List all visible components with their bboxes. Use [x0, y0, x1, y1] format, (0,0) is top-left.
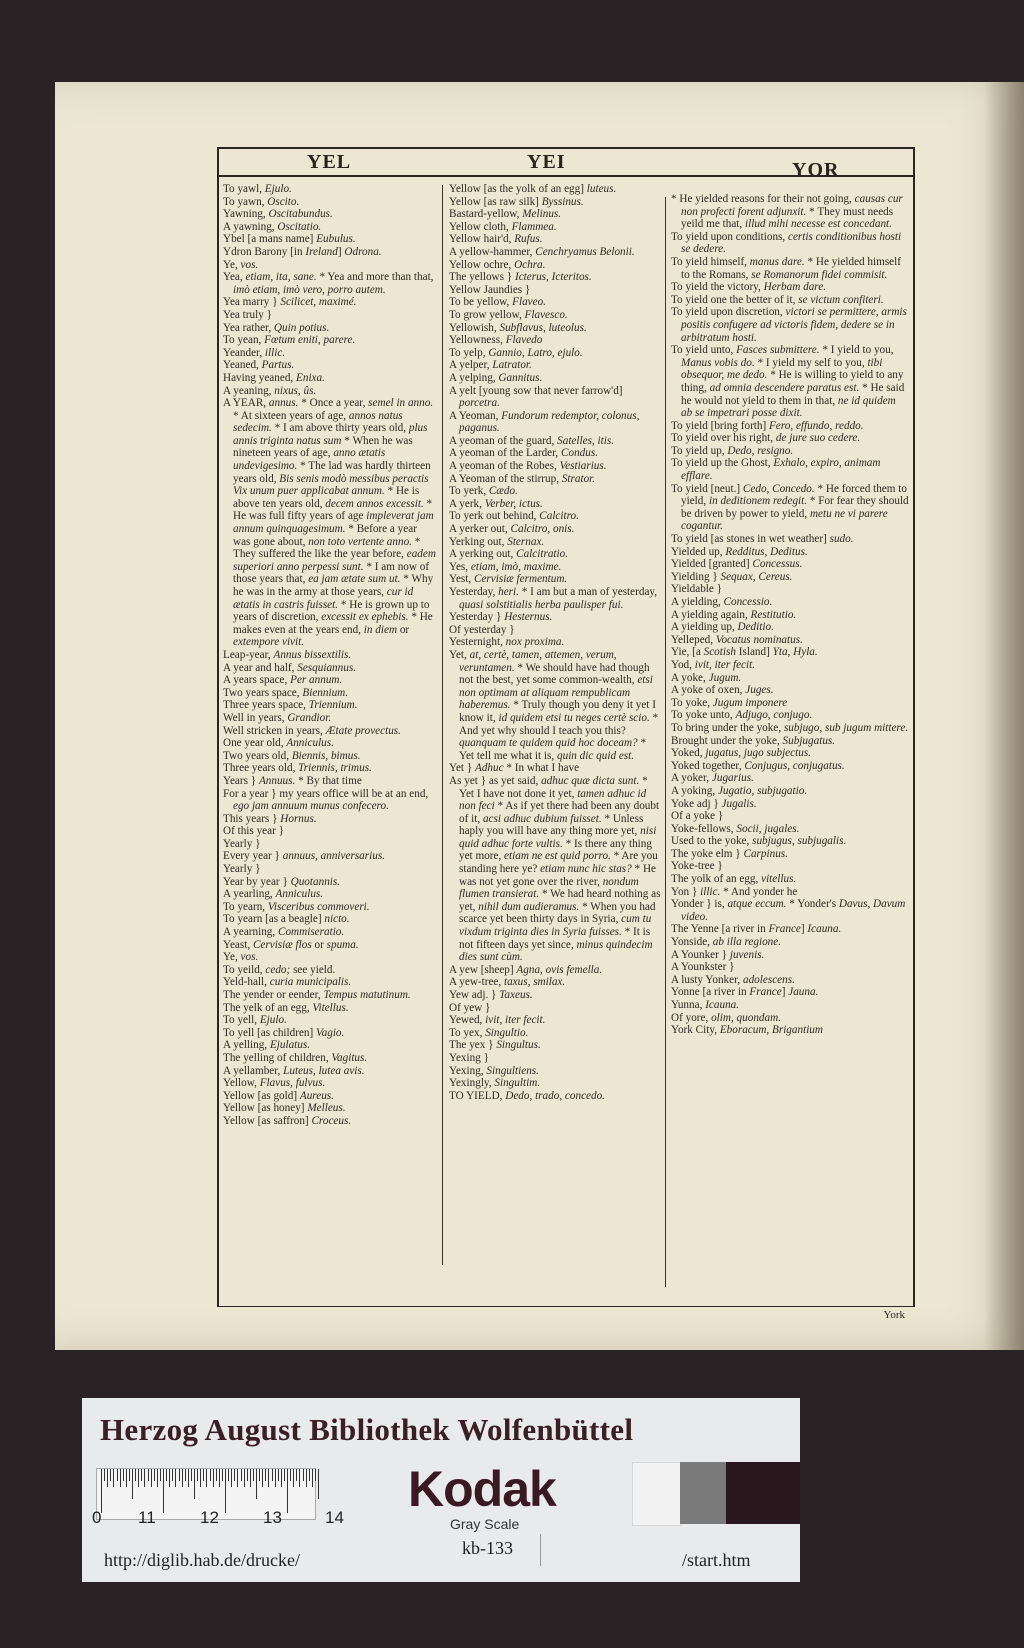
dictionary-entry: To yawl, Ejulo.: [223, 183, 292, 195]
ruler-tick: [110, 1469, 111, 1481]
dictionary-entry: Yellow [as the yolk of an egg] luteus.: [449, 183, 617, 195]
dictionary-entry: Yie, [a Scotish Island] Yta, Hyla.: [671, 646, 818, 659]
dictionary-entry: As yet } as yet said, adhuc quæ dicta sunt. * Yet I have not done it yet, tamen adhuc id non feci * As if yet there had been any doubt of it, acsi adhuc dubium fuisset. * Unless haply you will have any thing more yet, nisi quid adhuc forte vultis. * Is there any thing yet more, etiam ne est quid porro. * Are you standing here ye? etiam nunc hic stas? * He was not yet gone over the river, nondum flumen transierat. * We had heard nothing as yet, nihil dum audieramus. * When you had scarce yet been thirty days in Syria, cum tu vixdum triginta dies in Syria fuisses. * It is not fifteen days yet since, minus quindecim dies sunt cùm.: [449, 774, 661, 964]
column-1: [223, 183, 437, 1128]
dictionary-entry: The yolk of an egg, vitellus.: [671, 873, 797, 886]
dictionary-entry: Yoke-tree }: [671, 860, 723, 873]
dictionary-entry: To yield [as stones in wet weather] sudo.: [671, 533, 854, 546]
kodak-logo: Kodak: [408, 1461, 556, 1517]
dictionary-entry: A Yeoman, Fundorum redemptor, colonus, paganus.: [449, 409, 640, 435]
dictionary-entry: Yielded [granted] Concessus.: [671, 558, 803, 571]
right-rule: [913, 147, 915, 1307]
dictionary-entry: Yelleped, Vocatus nominatus.: [671, 633, 803, 646]
dictionary-entry: To yield himself, manus dare. * He yielded himself to the Romans, se Romanorum fidei commisit.: [671, 255, 901, 281]
dictionary-entry: Yoked together, Conjugus, conjugatus.: [671, 759, 845, 772]
ruler-tick: [284, 1469, 285, 1481]
ruler-tick: [278, 1469, 279, 1481]
dictionary-entry: Yellow cloth, Flammea.: [449, 220, 557, 233]
gray-scale-label: Gray Scale: [450, 1516, 520, 1532]
ruler-tick: [141, 1469, 142, 1481]
dictionary-entry: Yielded up, Redditus, Deditus.: [671, 545, 808, 558]
dictionary-entry: A yoke of oxen, Juges.: [671, 684, 774, 697]
dictionary-entry: York City, Eboracum, Brigantium: [671, 1024, 823, 1037]
headword-right: YOR: [792, 159, 840, 181]
dictionary-entry: Two years old, Biennis, bimus.: [223, 749, 361, 762]
ruler-tick: [138, 1469, 139, 1487]
dictionary-entry: Yellow [as raw silk] Byssinus.: [449, 195, 584, 208]
dictionary-entry: Years } Annuus. * By that time: [223, 774, 362, 787]
ruler-tick: [299, 1469, 300, 1487]
ruler-tick: [132, 1469, 133, 1499]
top-rule: [217, 147, 915, 149]
ruler-tick: [123, 1469, 124, 1481]
dictionary-entry: Yearly }: [223, 837, 261, 850]
dictionary-entry: The yoke elm } Carpinus.: [671, 847, 788, 860]
dictionary-entry: Yeast, Cervisiæ flos or spuma.: [223, 938, 359, 951]
dictionary-entry: * He yielded reasons for their not going, causas cur non profecti forent adjunxit. * They must needs yeild me that, illud mihi necesse est concedant.: [671, 193, 903, 231]
dictionary-entry: Yexingly, Singultim.: [449, 1077, 541, 1090]
dictionary-entry: To yeild, cedo; see yield.: [223, 963, 336, 976]
ruler-tick: [287, 1469, 288, 1513]
ruler-tick: [228, 1469, 229, 1481]
ruler-label: 11: [138, 1508, 156, 1527]
dictionary-entry: Yexing, Singultiens.: [449, 1064, 539, 1077]
dictionary-entry: To yoke unto, Adjugo, conjugo.: [671, 709, 813, 722]
catchword: York: [883, 1309, 905, 1321]
column-2: [449, 183, 661, 1102]
dictionary-entry: A yelping, Gannitus.: [449, 371, 543, 384]
ruler-tick: [290, 1469, 291, 1481]
ruler-tick: [154, 1469, 155, 1481]
dictionary-entry: A yeaning, nixus, ûs.: [223, 384, 317, 397]
dictionary-entry: Yellow [as saffron] Croceus.: [223, 1114, 352, 1127]
dictionary-entry: To yield up the Ghost, Exhalo, expiro, animam efflare.: [671, 457, 881, 483]
dictionary-entry: Bastard-yellow, Melinus.: [449, 208, 562, 221]
dictionary-entry: A yearling, Anniculus.: [223, 888, 324, 901]
dictionary-entry: Well stricken in years, Ætate provectus.: [223, 724, 401, 737]
ruler-label: 14: [325, 1508, 344, 1527]
ruler-tick: [306, 1469, 307, 1487]
dictionary-entry: A yoker, Jugarius.: [671, 772, 754, 785]
swatch-white: [632, 1462, 682, 1526]
dictionary-entry: TO YIELD, Dedo, trado, concedo.: [449, 1089, 605, 1102]
dictionary-entry: To yoke, Jugum imponere: [671, 696, 788, 709]
dictionary-entry: A year and half, Sesquiannus.: [223, 661, 356, 674]
ruler-tick: [296, 1469, 297, 1481]
dictionary-entry: Used to the yoke, subjugus, subjugalis.: [671, 835, 847, 848]
dictionary-entry: Yawning, Oscitabundus.: [223, 208, 333, 221]
ruler-tick: [318, 1469, 319, 1499]
dictionary-entry: Yellowness, Flavedo: [449, 334, 543, 347]
dictionary-entry: Yunna, Icauna.: [671, 999, 740, 1011]
book-page: [55, 82, 1024, 1350]
ruler-tick: [203, 1469, 204, 1481]
dictionary-entry: Three years old, Triennis, trimus.: [223, 762, 372, 775]
dictionary-entry: To yell, Ejulo.: [223, 1014, 287, 1027]
ruler-tick: [247, 1469, 248, 1481]
dictionary-entry: Yet } Adhuc * In what I have: [449, 762, 580, 775]
dictionary-entry: To yerk out behind, Calcitro.: [449, 510, 579, 523]
dictionary-entry: Ye, vos.: [223, 951, 259, 964]
dictionary-entry: A yellow-hammer, Cenchryamus Belonii.: [449, 245, 635, 258]
dictionary-entry: Yeander, illic.: [223, 346, 286, 359]
dictionary-entry: Leap-year, Annus bissextilis.: [223, 648, 352, 661]
ruler-tick: [169, 1469, 170, 1487]
swatch-gray: [680, 1462, 726, 1524]
dictionary-entry: To yearn, Visceribus commoveri.: [223, 900, 370, 913]
dictionary-entry: To bring under the yoke, subjugo, sub jugum mittere.: [671, 721, 909, 734]
ruler-tick: [194, 1469, 195, 1499]
dictionary-entry: Yea, etiam, ita, sane. * Yea and more than that, imò etiam, imò vero, porro autem.: [223, 271, 434, 296]
ruler-tick: [234, 1469, 235, 1481]
ruler-tick: [315, 1469, 316, 1481]
dictionary-entry: Three years space, Triennium.: [223, 699, 358, 712]
dictionary-entry: Two years space, Biennium.: [223, 686, 349, 699]
ruler-tick: [213, 1469, 214, 1487]
dictionary-entry: Yod, ivit, iter fecit.: [671, 658, 756, 671]
ruler-tick: [151, 1469, 152, 1487]
ruler-label: 12: [200, 1508, 219, 1527]
dictionary-entry: A yeoman of the guard, Satelles, itis.: [449, 434, 614, 447]
ruler-tick: [107, 1469, 108, 1487]
ruler-tick: [259, 1469, 260, 1481]
dictionary-entry: Yerking out, Sternax.: [449, 535, 545, 548]
ruler-tick: [191, 1469, 192, 1481]
ruler-tick: [312, 1469, 313, 1487]
dictionary-entry: A yerker out, Calcitro, onis.: [449, 523, 575, 536]
dictionary-entry: Ye, vos.: [223, 258, 259, 271]
dictionary-entry: A yelling, Ejulatus.: [223, 1039, 311, 1052]
dictionary-entry: Yea rather, Quin potius.: [223, 321, 330, 334]
dictionary-entry: A yawning, Oscitatio.: [223, 220, 322, 233]
left-rule: [217, 147, 219, 1307]
ruler-tick: [268, 1469, 269, 1487]
ruler-tick: [175, 1469, 176, 1487]
dictionary-entry: To yield over his right, de jure suo cedere.: [671, 432, 861, 445]
ruler-tick: [272, 1469, 273, 1481]
page-gutter-shadow: [984, 82, 1024, 1350]
dictionary-entry: Yearly }: [223, 863, 261, 876]
ruler-tick: [126, 1469, 127, 1487]
dictionary-entry: Yellow [as honey] Melleus.: [223, 1102, 346, 1115]
dictionary-entry: For a year } my years office will be at an end, ego jam annuum munus confecero.: [223, 787, 429, 813]
dictionary-entry: A YEAR, annus. * Once a year, semel in anno. * At sixteen years of age, annos natus sedecim. * I am above thirty years old, plus annis triginta natus sum * When he was nineteen years of age, anno ætatis undevigesimo. * The lad was hardly thirteen years old, Bis senis modò messibus peractis Vix unum puer applicabat annum. * He is above ten years old, decem annos excessit. * He was full fifty years of age impleverat jam annum quinquagesimum. * Before a year was gone about, non toto vertente anno. * They suffered the like the year before, eadem superiori anno perpessi sunt. * I am now of those years that, ea jam ætate sum ut. * Why he was in the army at those years, cur id ætatis in castris fuisset. * He is grown up to years of discretion, excessit ex ephebis. * He makes even at the years end, in diem or extempore vivit.: [223, 397, 436, 649]
ruler-tick: [206, 1469, 207, 1487]
dictionary-entry: A yerk, Verber, ictus.: [449, 497, 543, 510]
ruler-tick: [210, 1469, 211, 1481]
dictionary-entry: A yew-tree, taxus, smilax.: [449, 976, 566, 989]
ruler-label: 0: [92, 1508, 102, 1527]
dictionary-entry: The yellows } Icterus, Icteritos.: [449, 271, 592, 284]
dictionary-entry: Yellow, Flavus, fulvus.: [223, 1077, 326, 1090]
text-frame: [217, 147, 915, 1321]
dictionary-entry: To yield unto, Fasces submittere. * I yield to you, Manus vobis do. * I yield my self to you, tibi obsequor, me dedo. * He is willing to yield to any thing, ad omnia descendere paratus est. * He said he would not yield to them in that, ne id quidem ab se impetrari posse dixit.: [671, 344, 905, 420]
ruler-tick: [179, 1469, 180, 1481]
dictionary-entry: A yielding again, Restitutio.: [671, 608, 797, 621]
ruler-tick: [244, 1469, 245, 1487]
dictionary-entry: A lusty Yonker, adolescens.: [671, 973, 795, 986]
dictionary-entry: Yellowish, Subflavus, luteolus.: [449, 321, 587, 334]
ruler-tick: [163, 1469, 164, 1513]
ruler-tick: [241, 1469, 242, 1481]
ruler-tick: [166, 1469, 167, 1481]
swatch-black: [726, 1462, 800, 1524]
dictionary-entry: Yea marry } Scilicet, maximé.: [223, 296, 357, 309]
dictionary-entry: To yearn [as a beagle] nicto.: [223, 913, 350, 926]
dictionary-entry: A Younkster }: [671, 961, 735, 974]
ruler-label: 13: [263, 1508, 282, 1527]
ruler-tick: [265, 1469, 266, 1481]
headword-left: YEL: [307, 151, 352, 173]
ruler-tick: [237, 1469, 238, 1487]
dictionary-entry: A Younker } juvenis.: [671, 948, 765, 961]
ruler-tick: [231, 1469, 232, 1487]
ruler-tick: [303, 1469, 304, 1481]
ruler-tick: [120, 1469, 121, 1487]
dictionary-entry: A yew [sheep] Agna, ovis femella.: [449, 963, 603, 976]
dictionary-entry: To yean, Fœtum eniti, parere.: [223, 334, 356, 347]
dictionary-entry: Yoke-fellows, Socii, jugales.: [671, 822, 800, 835]
dictionary-entry: One year old, Anniculus.: [223, 737, 334, 750]
dictionary-entry: Yonne [a river in France] Jauna.: [671, 986, 819, 999]
dictionary-entry: To yield [bring forth] Fero, effundo, reddo.: [671, 419, 864, 432]
dictionary-entry: To grow yellow, Flavesco.: [449, 308, 568, 321]
ruler-tick: [222, 1469, 223, 1481]
ruler-tick: [197, 1469, 198, 1481]
dictionary-entry: Yellow ochre, Ochra.: [449, 258, 546, 271]
ruler-tick: [225, 1469, 226, 1513]
dictionary-entry: Yellow [as gold] Aureus.: [223, 1089, 334, 1102]
column-separator: [665, 197, 666, 1287]
dictionary-entry: Yon } illic. * And yonder he: [671, 885, 798, 898]
dictionary-entry: Having yeaned, Enixa.: [223, 371, 325, 384]
ruler-tick: [219, 1469, 220, 1487]
dictionary-entry: Yesterday } Hesternus.: [449, 611, 553, 624]
dictionary-entry: To yield the victory, Herbam dare.: [671, 281, 826, 294]
ruler-tick: [253, 1469, 254, 1481]
dictionary-entry: Brought under the yoke, Subjugatus.: [671, 734, 836, 747]
dictionary-entry: Ybel [a mans name] Eubulus.: [223, 233, 356, 246]
headword-middle: YEI: [527, 151, 566, 173]
dictionary-entry: Yet, at, certè, tamen, attemen, verum, veruntamen. * We should have had though not the best, yet some common-wealth, etsi non optimam at aliquam rempublicam haberemus. * Truly though you deny it yet I know it, id quidem etsi tu neges certè scio. * And yet why should I teach you this? quanquam te quidem quid hoc doceam? * Yet tell me what it is, quin dic quid est.: [449, 648, 659, 762]
dictionary-entry: A yeoman of the Robes, Vestiarius.: [449, 460, 607, 473]
dictionary-entry: To yell [as children] Vagio.: [223, 1026, 345, 1039]
dictionary-entry: To yield [neut.] Cedo, Concedo. * He forced them to yield, in deditionem redegit. * For fear they should be driven by power to yield, metu ne vi parere cogantur.: [671, 482, 909, 533]
dictionary-entry: To yex, Singultio.: [449, 1026, 529, 1039]
ruler-tick: [281, 1469, 282, 1487]
dictionary-entry: To yield upon conditions, certis conditionibus hosti se dedere.: [671, 230, 902, 256]
dictionary-entry: Well in years, Grandior.: [223, 711, 332, 724]
dictionary-entry: Yieldable }: [671, 583, 723, 596]
dictionary-entry: Yielding } Sequax, Cereus.: [671, 570, 793, 583]
dictionary-entry: A yelt [young sow that never farrow'd] porcetra.: [449, 384, 623, 410]
dictionary-entry: The yelling of children, Vagitus.: [223, 1051, 368, 1064]
dictionary-entry: To be yellow, Flaveo.: [449, 296, 546, 309]
ruler-tick: [216, 1469, 217, 1481]
dictionary-entry: To yawn, Oscito.: [223, 195, 300, 208]
dictionary-entry: Of yew }: [449, 1001, 491, 1014]
dictionary-entry: Of yore, olim, quondam.: [671, 1011, 781, 1024]
dictionary-entry: To yield up, Dedo, resigno.: [671, 444, 794, 457]
dictionary-entry: Yellow Jaundies }: [449, 283, 531, 296]
dictionary-entry: The yex } Singultus.: [449, 1039, 541, 1052]
dictionary-entry: A yoke, Jugum.: [671, 671, 742, 684]
ruler-tick: [135, 1469, 136, 1481]
dictionary-entry: To yerk, Cædo.: [449, 485, 518, 498]
dictionary-entry: Yellow hair'd, Rufus.: [449, 233, 543, 246]
dictionary-entry: Yeld-hall, curia municipalis.: [223, 976, 352, 989]
dictionary-entry: To yield upon discretion, victori se permittere, armis positis confugere ad victoris fidem, dedere se in arbitratum hosti.: [671, 306, 907, 344]
library-name: Herzog August Bibliothek Wolfenbüttel: [100, 1412, 634, 1447]
ruler-tick: [262, 1469, 263, 1487]
dictionary-entry: A yeoman of the Larder, Condus.: [449, 447, 599, 460]
dictionary-entry: Yonside, ab illa regione.: [671, 936, 782, 949]
dictionary-entry: A yielding, Concessio.: [671, 596, 773, 608]
bottom-rule: [217, 1306, 915, 1307]
dictionary-entry: A yerking out, Calcitratio.: [449, 548, 569, 561]
ruler-tick: [117, 1469, 118, 1481]
ruler-tick: [256, 1469, 257, 1499]
dictionary-entry: A years space, Per annum.: [223, 674, 343, 687]
dictionary-entry: The yelk of an egg, Vitellus.: [223, 1001, 349, 1014]
shelfmark: kb-133: [462, 1538, 513, 1558]
dictionary-entry: Yest, Cervisiæ fermentum.: [449, 573, 568, 586]
dictionary-entry: Yexing }: [449, 1051, 489, 1064]
digital-library-url: http://diglib.hab.de/drucke/: [104, 1550, 300, 1570]
ruler-tick: [148, 1469, 149, 1481]
column-3: [671, 193, 909, 1037]
ruler-tick: [144, 1469, 145, 1487]
ruler-tick: [101, 1469, 102, 1513]
ruler-tick: [293, 1469, 294, 1487]
dictionary-entry: To yelp, Gannio, Latro, ejulo.: [449, 346, 583, 359]
dictionary-entry: To yield one the better of it, se victum confiteri.: [671, 293, 884, 306]
ruler-tick: [113, 1469, 114, 1487]
ruler-tick: [160, 1469, 161, 1481]
dictionary-entry: Yoke adj } Jugalis.: [671, 797, 757, 810]
dictionary-entry: Yesternight, nox proxima.: [449, 636, 565, 649]
dictionary-entry: Ydron Barony [in Ireland] Odrona.: [223, 245, 382, 258]
dictionary-entry: Year by year } Quotannis.: [223, 875, 341, 888]
dictionary-entry: Yewed, ivit, iter fecit.: [449, 1014, 546, 1027]
ruler-tick: [172, 1469, 173, 1481]
ruler-tick: [104, 1469, 105, 1481]
dictionary-entry: The Yenne [a river in France] Icauna.: [671, 923, 842, 936]
dictionary-entry: Of a yoke }: [671, 810, 724, 823]
dictionary-entry: A yoking, Jugatio, subjugatio.: [671, 784, 808, 797]
dictionary-entry: Yes, etiam, imò, maxime.: [449, 560, 562, 573]
ruler-tick: [185, 1469, 186, 1481]
ruler-tick: [129, 1469, 130, 1481]
ruler-tick: [188, 1469, 189, 1487]
dictionary-entry: Of this year }: [223, 825, 284, 838]
dictionary-entry: Yonder } is, atque eccum. * Yonder's Davus, Davum video.: [671, 898, 906, 923]
dictionary-entry: A yelper, Latrator.: [449, 359, 532, 372]
dictionary-entry: Every year } annuus, anniversarius.: [223, 850, 385, 863]
dictionary-entry: Yesterday, heri. * I am but a man of yesterday, quasi solstitialis herba paulisper fui.: [449, 586, 658, 611]
dictionary-entry: A yearning, Commiseratio.: [223, 926, 345, 939]
ruler-tick: [200, 1469, 201, 1487]
dictionary-entry: A yellamber, Luteus, lutea avis.: [223, 1064, 365, 1077]
dictionary-entry: A Yeoman of the stirrup, Strator.: [449, 472, 596, 485]
ruler-tick: [250, 1469, 251, 1487]
dictionary-entry: Yoked, jugatus, jugo subjectus.: [671, 747, 811, 760]
dictionary-entry: Yeaned, Partus.: [223, 359, 295, 372]
ruler-tick: [157, 1469, 158, 1487]
column-separator: [442, 185, 443, 1265]
ruler-labels: [92, 1508, 362, 1528]
dictionary-entry: A yielding up, Deditio.: [671, 621, 774, 634]
ruler-tick: [275, 1469, 276, 1487]
ruler-tick: [182, 1469, 183, 1487]
dictionary-entry: The yender or eender, Tempus matutinum.: [223, 989, 411, 1001]
dictionary-entry: Yea truly }: [223, 308, 272, 321]
ruler-tick: [309, 1469, 310, 1481]
color-target-card: [82, 1398, 800, 1582]
start-page-url: /start.htm: [682, 1550, 751, 1570]
dictionary-entry: This years } Hornus.: [223, 812, 317, 825]
dictionary-entry: Yew adj. } Taxeus.: [449, 989, 533, 1001]
dictionary-entry: Of yesterday }: [449, 623, 515, 636]
